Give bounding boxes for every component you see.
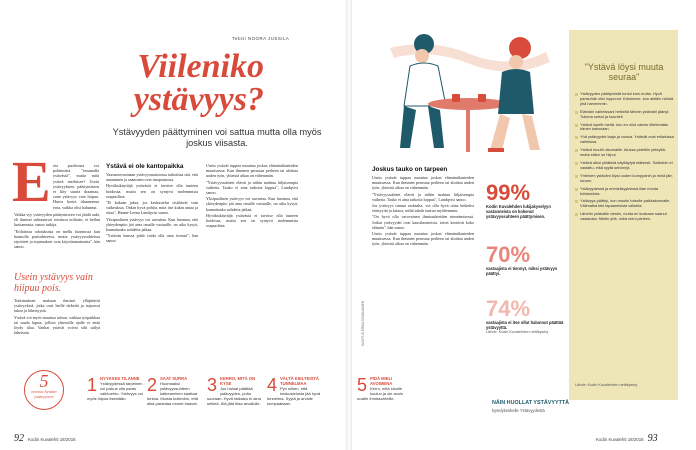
list-item: Lähetin ystävälle viestin, mutta en koskaan saanut vastausta. Mietin yhä, mikä meni pieleen. xyxy=(575,212,675,222)
photo-credit: KUVITUS ERIKA KOVALAINEN xyxy=(361,300,365,346)
tip-number: 3 xyxy=(207,375,218,395)
tip-number: 4 xyxy=(267,375,278,395)
paragraph: Usein ystävät tuppaa muuttaa joskus elämäntilanteiden muuttuessa. Kun ihminen perustaa perheen tai aloittaa uuden työn, yhteistä aikaa on vähemmän. xyxy=(372,175,474,191)
list-item: Yhä ystävyydet laaja ja vuosia. Ystävät ovat erilaisissa vaiheissa. xyxy=(575,135,675,145)
page-title: Viileniko ystävyys? xyxy=(133,48,264,118)
page-number: 93 xyxy=(647,433,658,444)
column-3 xyxy=(372,166,474,362)
column-1-top xyxy=(14,212,100,270)
tip-3 xyxy=(207,376,263,406)
paragraph: "Ei kukaan jaksa, jos keskustelut sisältävät vain vaikeuksia. Onkin hyvä pohtia, mitä itse kukin antaa ja ottaa", Hanne-Leena Lundqvist sanoo. xyxy=(106,200,198,216)
tip-title: PIDÄ MIELI AVOIMENA xyxy=(370,376,393,386)
column-1-bottom xyxy=(14,298,100,356)
tip-1 xyxy=(87,376,143,401)
stat-value: 70% xyxy=(486,242,531,267)
paragraph: "Ystävyyssuhteet elävät ja niihin mahtuu hiljaisempia vaiheita. Tauko ei aina tarkoita loppua", Lundqvist sanoo. xyxy=(372,191,474,202)
stat-2 xyxy=(486,244,564,276)
pull-quote: Usein ystävyys vain hiipuu pois. xyxy=(14,272,93,294)
tip-text: Kerro, mitä sinulle kuuluu ja ole avoin uusille ihmissuhteille. xyxy=(357,386,404,401)
magazine-name: Kodin Kuvalehti 18/2016 xyxy=(28,437,76,442)
bottom-label: NÄIN HUOLLAT YSTÄVYYTTÄ xyxy=(492,400,570,406)
illustration-two-women-coffee xyxy=(370,18,566,160)
subtitle: Ystävyyden päättyminen voi sattua mutta olla myös joskus viisasta. xyxy=(112,127,322,148)
tip-number: 2 xyxy=(147,375,158,395)
column-heading: Ystävä ei ole kantopaikka xyxy=(106,163,184,170)
tip-number: 1 xyxy=(87,375,98,395)
tip-4 xyxy=(267,376,323,406)
paragraph: Yksipuolinen ystävyys voi uuvuttaa. Kun huomaa, että yhteydenpito jää aina omalle vastuulle, on aika kysyä, kannattaako suhdetta jatkaa. xyxy=(206,196,298,212)
paragraph: Vaikka syy ystävyyden päättymiseen voi jäädä auki, eli ihmiset suhtautuvat toisiinsa erilaisin, ei heihin luottamusta, sanoo tutkija. xyxy=(14,212,100,228)
tips-badge xyxy=(24,370,64,410)
paragraph: "On hyvä olla varovainen ihmissuhteiden nimeämisessä. Jotkut ystävyydet ovat kausiluonteisia, toiset kestävät koko elämän", hän sanoo. xyxy=(372,214,474,230)
paragraph: Usein ystävät tuppaa muuttaa joskus elämäntilanteiden muuttuessa. Kun ihminen perustaa perheen tai aloittaa uuden työn, yhteistä aikaa on vähemmän. xyxy=(206,163,298,179)
list-item: Yhteinen ystäväni löysi uuden kumppanin ja minä jäin sivuun. xyxy=(575,174,675,184)
list-item: Ystävä alkoi yhtäkkiä käyttäytyä etäisesti. Soittoihin ei vastattu, eikä syytä selvinnyt. xyxy=(575,161,675,171)
footer-left xyxy=(14,428,76,446)
footer-right xyxy=(596,428,658,446)
tip-2 xyxy=(147,376,203,406)
tip-title: NYYKKEE TILANNE xyxy=(100,376,140,381)
badge-number: 5 xyxy=(39,371,49,391)
list-item: Ystävä lopetti meitä, kun en ollut valmis riitelemään hänen kanssaan. xyxy=(575,123,675,133)
intro-text: rea puolisosta voi pohtimistä "eroamalla ystävästä", mutta mitä ystävä merkitsee? Usein ystävyyksien päättymiseen ei liity suurta draamaa, vaan ystävyys vain hiipuu. Harva kertoi tilanneensa eroa, vaikka olisi halunnut. xyxy=(53,163,99,210)
paragraph: Hyväksikäyttäjä ystävästä ei tarvitse olla tunteen hoidossa, mutta sen on syntyvä molemmista osapuolista. xyxy=(206,212,298,229)
paragraph: "Ystävyyssuhteet elävät ja niihin mahtuu hiljaisempia vaiheita. Tauko ei aina tarkoita loppua", Lundqvist sanoo. xyxy=(206,179,298,196)
column-heading: Joskus tauko on tarpeen xyxy=(372,166,448,173)
list-item: Ystävä muutti ulkomaille. Alussa pidettiin yhteyttä, mutta sitten se hiipui. xyxy=(575,148,675,158)
list-item: Ystävyys päättyi, kun muutin toiselle paikkakunnalle. Välimatka teki tapaamisista vaikeita. xyxy=(575,199,675,209)
tip-title: KERRO, MITÄ ON KYSE xyxy=(220,376,256,386)
stat-text: vastaajista ei tiennyt, miksi ystävyys päättyi. xyxy=(486,266,558,276)
stat-1 xyxy=(486,182,564,219)
paragraph: Yksipuolinen ystävyys voi uuvuttaa. Kun huomaa, että yhteydenpito jää aina omalle vastuulle, on aika kysyä, kannattaako suhdetta jatkaa. xyxy=(106,216,198,233)
paragraph: "Ystävän kanssa pitää voida olla oma itsensä", hän sanoo. xyxy=(106,233,198,244)
list-item: Ystävyyden päättymistä tuntui kuin erolta. Hyvä parisuhde olisi loppunut. Kärsimme, kun alettiin nähdä yhä harvemmin. xyxy=(575,92,675,107)
paragraph: Tutkimuksen mukaan ihmiset ylläpitävät ystävyyksiä, jotka ovat heille tärkeitä ja tarjoavat tukea ja läheisyyttä. xyxy=(14,298,100,314)
badge-text: neuvoa hyvään ystävyyteen xyxy=(31,389,57,399)
paragraph: Ystävä voi myös muuttaa taloon, vaihtaa työpaikkaa tai saada lapsia, jolloin yhteiselle ajalle ei enää löydy tilaa. Vanhat ystävät voivat silti säilyä läheisinä. xyxy=(14,314,100,336)
stat-value: 99% xyxy=(486,180,531,205)
sidebar-source: Lähde: Kodin Kuvalehden nettikysely xyxy=(575,383,638,387)
stat-source: Lähde: Kodin Kuvalehden nettikysely xyxy=(486,330,549,334)
drop-cap: E xyxy=(12,149,51,214)
sidebar-title: "Ystävä löysi muuta seuraa" xyxy=(584,62,664,82)
stat-value: 74% xyxy=(486,296,531,321)
sidebar-list xyxy=(575,92,675,225)
magazine-name: Kodin Kuvalehti 18/2016 xyxy=(596,437,644,442)
paragraph: Jos ystävyys tuntuu raskaalta, voi olla hyvä ottaa hetkeksi etäisyyttä ja katsoa, miltä suhde tuntuu myöhemmin. xyxy=(372,203,474,214)
page-number: 92 xyxy=(14,433,24,444)
tip-text: Ystävyydessä tarpeinen voi joskus olla paras vaihtoehto. Ystävyys voi myös hiipua itsestään. xyxy=(87,381,143,401)
tip-title: VÄLTÄ KIELTEISTÄ TUNNELMAA xyxy=(280,376,319,386)
paragraph: Usein ystävät tuppaa muuttaa joskus elämäntilanteiden muuttuessa. Kun ihminen perustaa perheen tai aloittaa uuden työn, yhteistä aikaa on vähemmän. xyxy=(372,231,474,247)
stat-3 xyxy=(486,298,564,335)
tip-text: Jos haluat päättää ystävyyden, puhu suoraan. Hyvä ratkaisu ei aina selkeä. Älä jätä tilaa arvailulle. xyxy=(207,386,261,406)
paragraph: Hyväksikäyttäjä ystävästä ei tarvitse olla tunteen hoidossa, mutta sen on syntyvä molemmista osapuolista. xyxy=(106,183,198,199)
stat-text: Kodin Kuvalehden lukijakyselyyn vastanneista on kokenut ystävyyssuhteen päättymisen. xyxy=(486,204,551,219)
list-item: Elämäni vaiheissani hetkellä tärkein ystäväni jäänyt. Tukena seisoi ja kuunteli. xyxy=(575,110,675,120)
tip-text: Huomaaksi ystävyyssuhteen katkeaminen saattaa tuntua. Muista kuitenkin, että aika parantaa monet haavat. xyxy=(147,381,198,406)
tip-title: SAAT SURRA xyxy=(160,376,188,381)
tip-5 xyxy=(357,376,413,401)
tip-number: 5 xyxy=(357,375,368,395)
bottom-sublabel: kyselykeskelle Ystävyydestä xyxy=(492,408,545,413)
stat-text: vastaajista ei itse ollut halunnut päättää ystävyyttä. xyxy=(486,320,564,330)
paragraph: "Erilaisista odotuksista on mellu luonnossa kun haastolla parisuhteessa, mutta ystävyyssuhteissa rajoitteet ja sopimukset ovat kirjoittamattomia", hän sanoo. xyxy=(14,228,100,250)
tip-text: Pyri siihen, että keskustelusta jää hyvä tunnelma. Syytä ja arvaile kumpaakaan. xyxy=(267,386,321,406)
column-2b xyxy=(206,163,298,357)
page-gutter xyxy=(346,0,352,450)
paragraph: Vaasanrovasinaan ystävyysmuistossa tarkoittaa sitä, että antaminen ja saaminen ovat tasapainossa. xyxy=(106,172,198,183)
byline: Teksti NOORA JUSSILA xyxy=(232,36,290,41)
list-item: Ystävyydessä ja erimielisyyksissä liian monta tulistumista. xyxy=(575,187,675,197)
column-2 xyxy=(106,163,198,357)
